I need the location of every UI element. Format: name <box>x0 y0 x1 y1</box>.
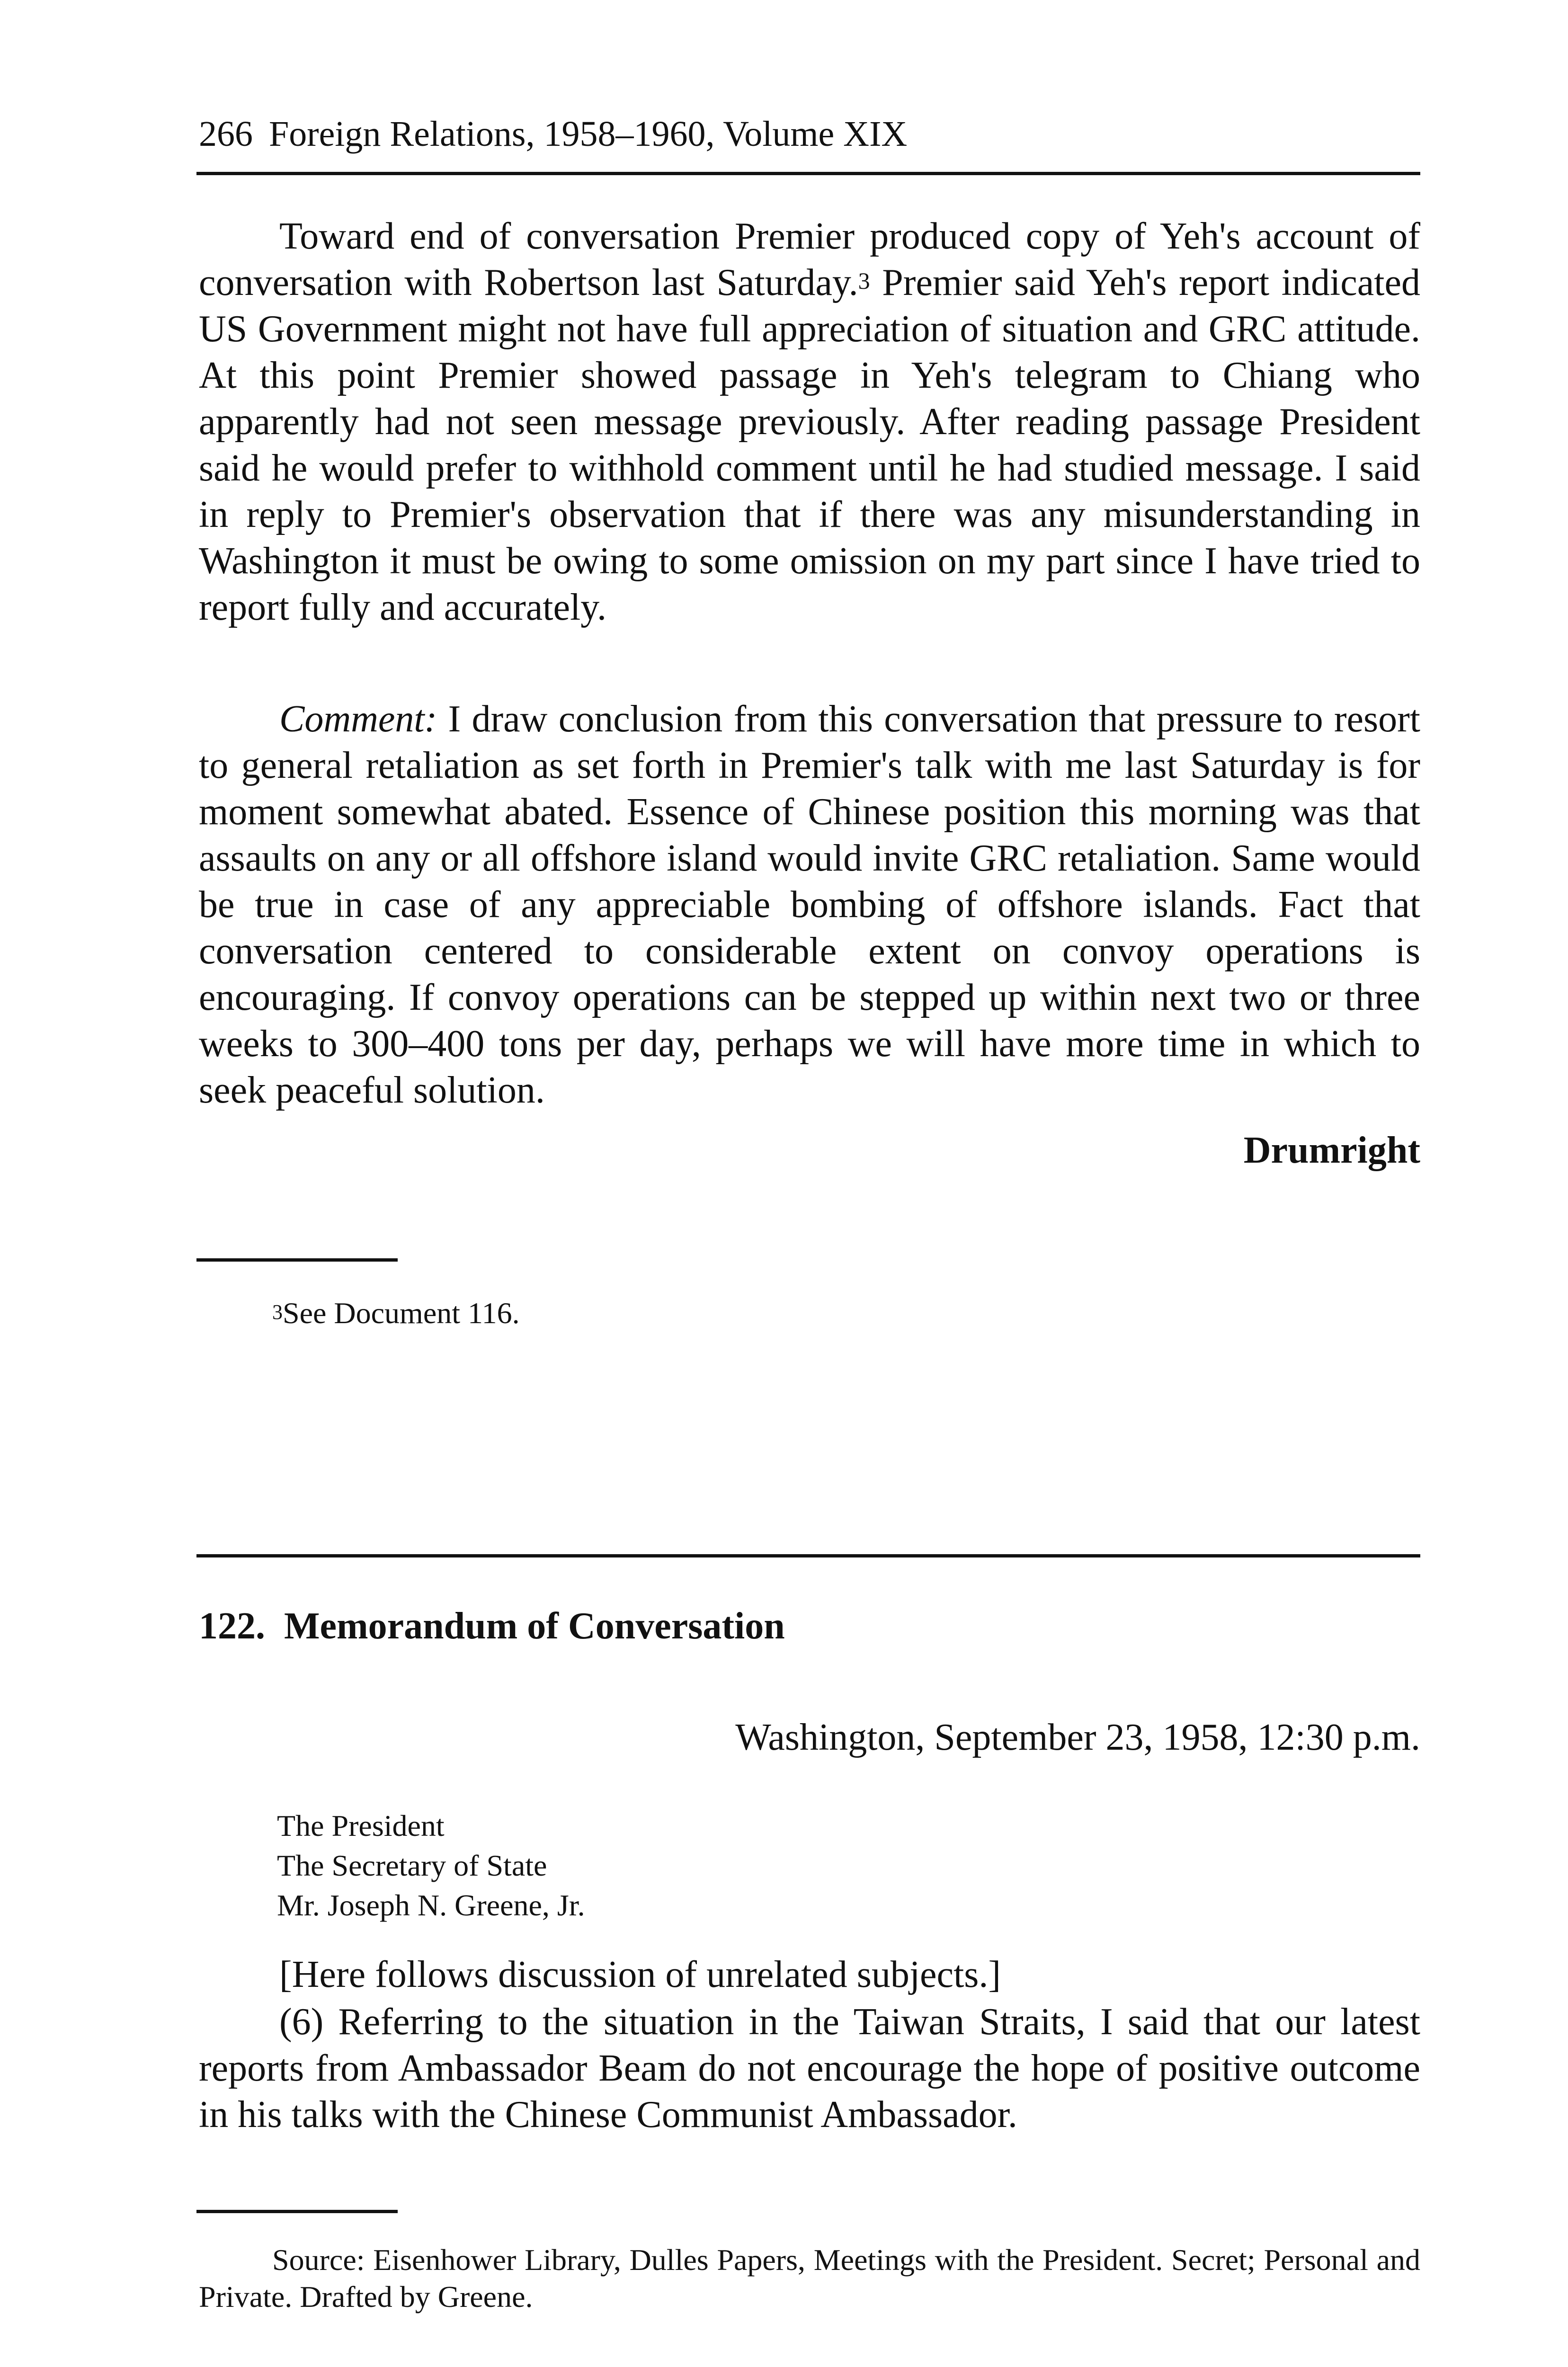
footnote-text: See Document 116. <box>283 1296 520 1330</box>
comment-label: Comment: <box>279 698 437 740</box>
participant: The Secretary of State <box>277 1849 547 1882</box>
source-note: Source: Eisenhower Library, Dulles Papers, Meetings with the President. Secret; Personal and Private. Drafted by Greene. <box>199 2243 1420 2314</box>
participant: Mr. Joseph N. Greene, Jr. <box>277 1888 585 1922</box>
dateline: Washington, September 23, 1958, 12:30 p.m. <box>735 1717 1420 1758</box>
participant: The President <box>277 1809 445 1842</box>
paragraph-text: Premier said Yeh's report indicated US Government might not have full appreciation of situation and GRC attitude. At this point Premier showed passage in Yeh's telegram to Chiang who apparently had not seen message previously. After reading passage President said he would prefer to withhold comment until he had studied message. I said in reply to Premier's observation that if there was any misunderstanding in Washington it must be owing to some omission on my part since I have tried to report fully and accurately. <box>199 262 1420 628</box>
paragraph-text: I draw conclusion from this conversation that pressure to resort to general retaliation as set forth in Premier's talk with me last Saturday is for moment somewhat abated. Essence of Chinese position this morning was that assaults on any or all offshore island would invite GRC retaliation. Same would be true in case of any appreciable bombing of offshore islands. Fact that conversation centered to considerable extent on convoy operations is encouraging. If convoy operations can be stepped up within next two or three weeks to 300–400 tons per day, perhaps we will have more time in which to seek peaceful solution. <box>199 698 1420 1111</box>
running-header <box>199 116 1420 152</box>
paragraph-unrelated: [Here follows discussion of unrelated subjects.] <box>279 1954 1001 1995</box>
document-number: 122. <box>199 1605 265 1647</box>
participants-list <box>277 1806 585 1925</box>
paragraph-comment <box>199 696 1420 1113</box>
paragraph-yeh-account <box>199 213 1420 631</box>
document-heading <box>199 1607 785 1645</box>
signature: Drumright <box>1243 1130 1420 1171</box>
footnote-rule <box>196 1258 398 1262</box>
paragraph-taiwan-straits: (6) Referring to the situation in the Taiwan Straits, I said that our latest reports from Ambassador Beam do not encourage the hope of positive outcome in his talks with the Chinese Communist Ambassador. <box>199 2001 1420 2136</box>
section-rule <box>196 1554 1420 1557</box>
running-title: Foreign Relations, 1958–1960, Volume XIX <box>269 114 908 154</box>
paragraph-text: Toward end of conversation Premier produced copy of Yeh's account of conversation with Robertson last Saturday. <box>199 215 1420 303</box>
source-rule <box>196 2210 398 2213</box>
document-title: Memorandum of Conversation <box>284 1605 785 1647</box>
footnote-3 <box>199 1295 1420 1332</box>
footnote-marker: 3 <box>858 267 870 294</box>
page-number: 266 <box>199 114 253 154</box>
footnote-marker: 3 <box>272 1300 283 1324</box>
header-rule <box>196 172 1420 175</box>
